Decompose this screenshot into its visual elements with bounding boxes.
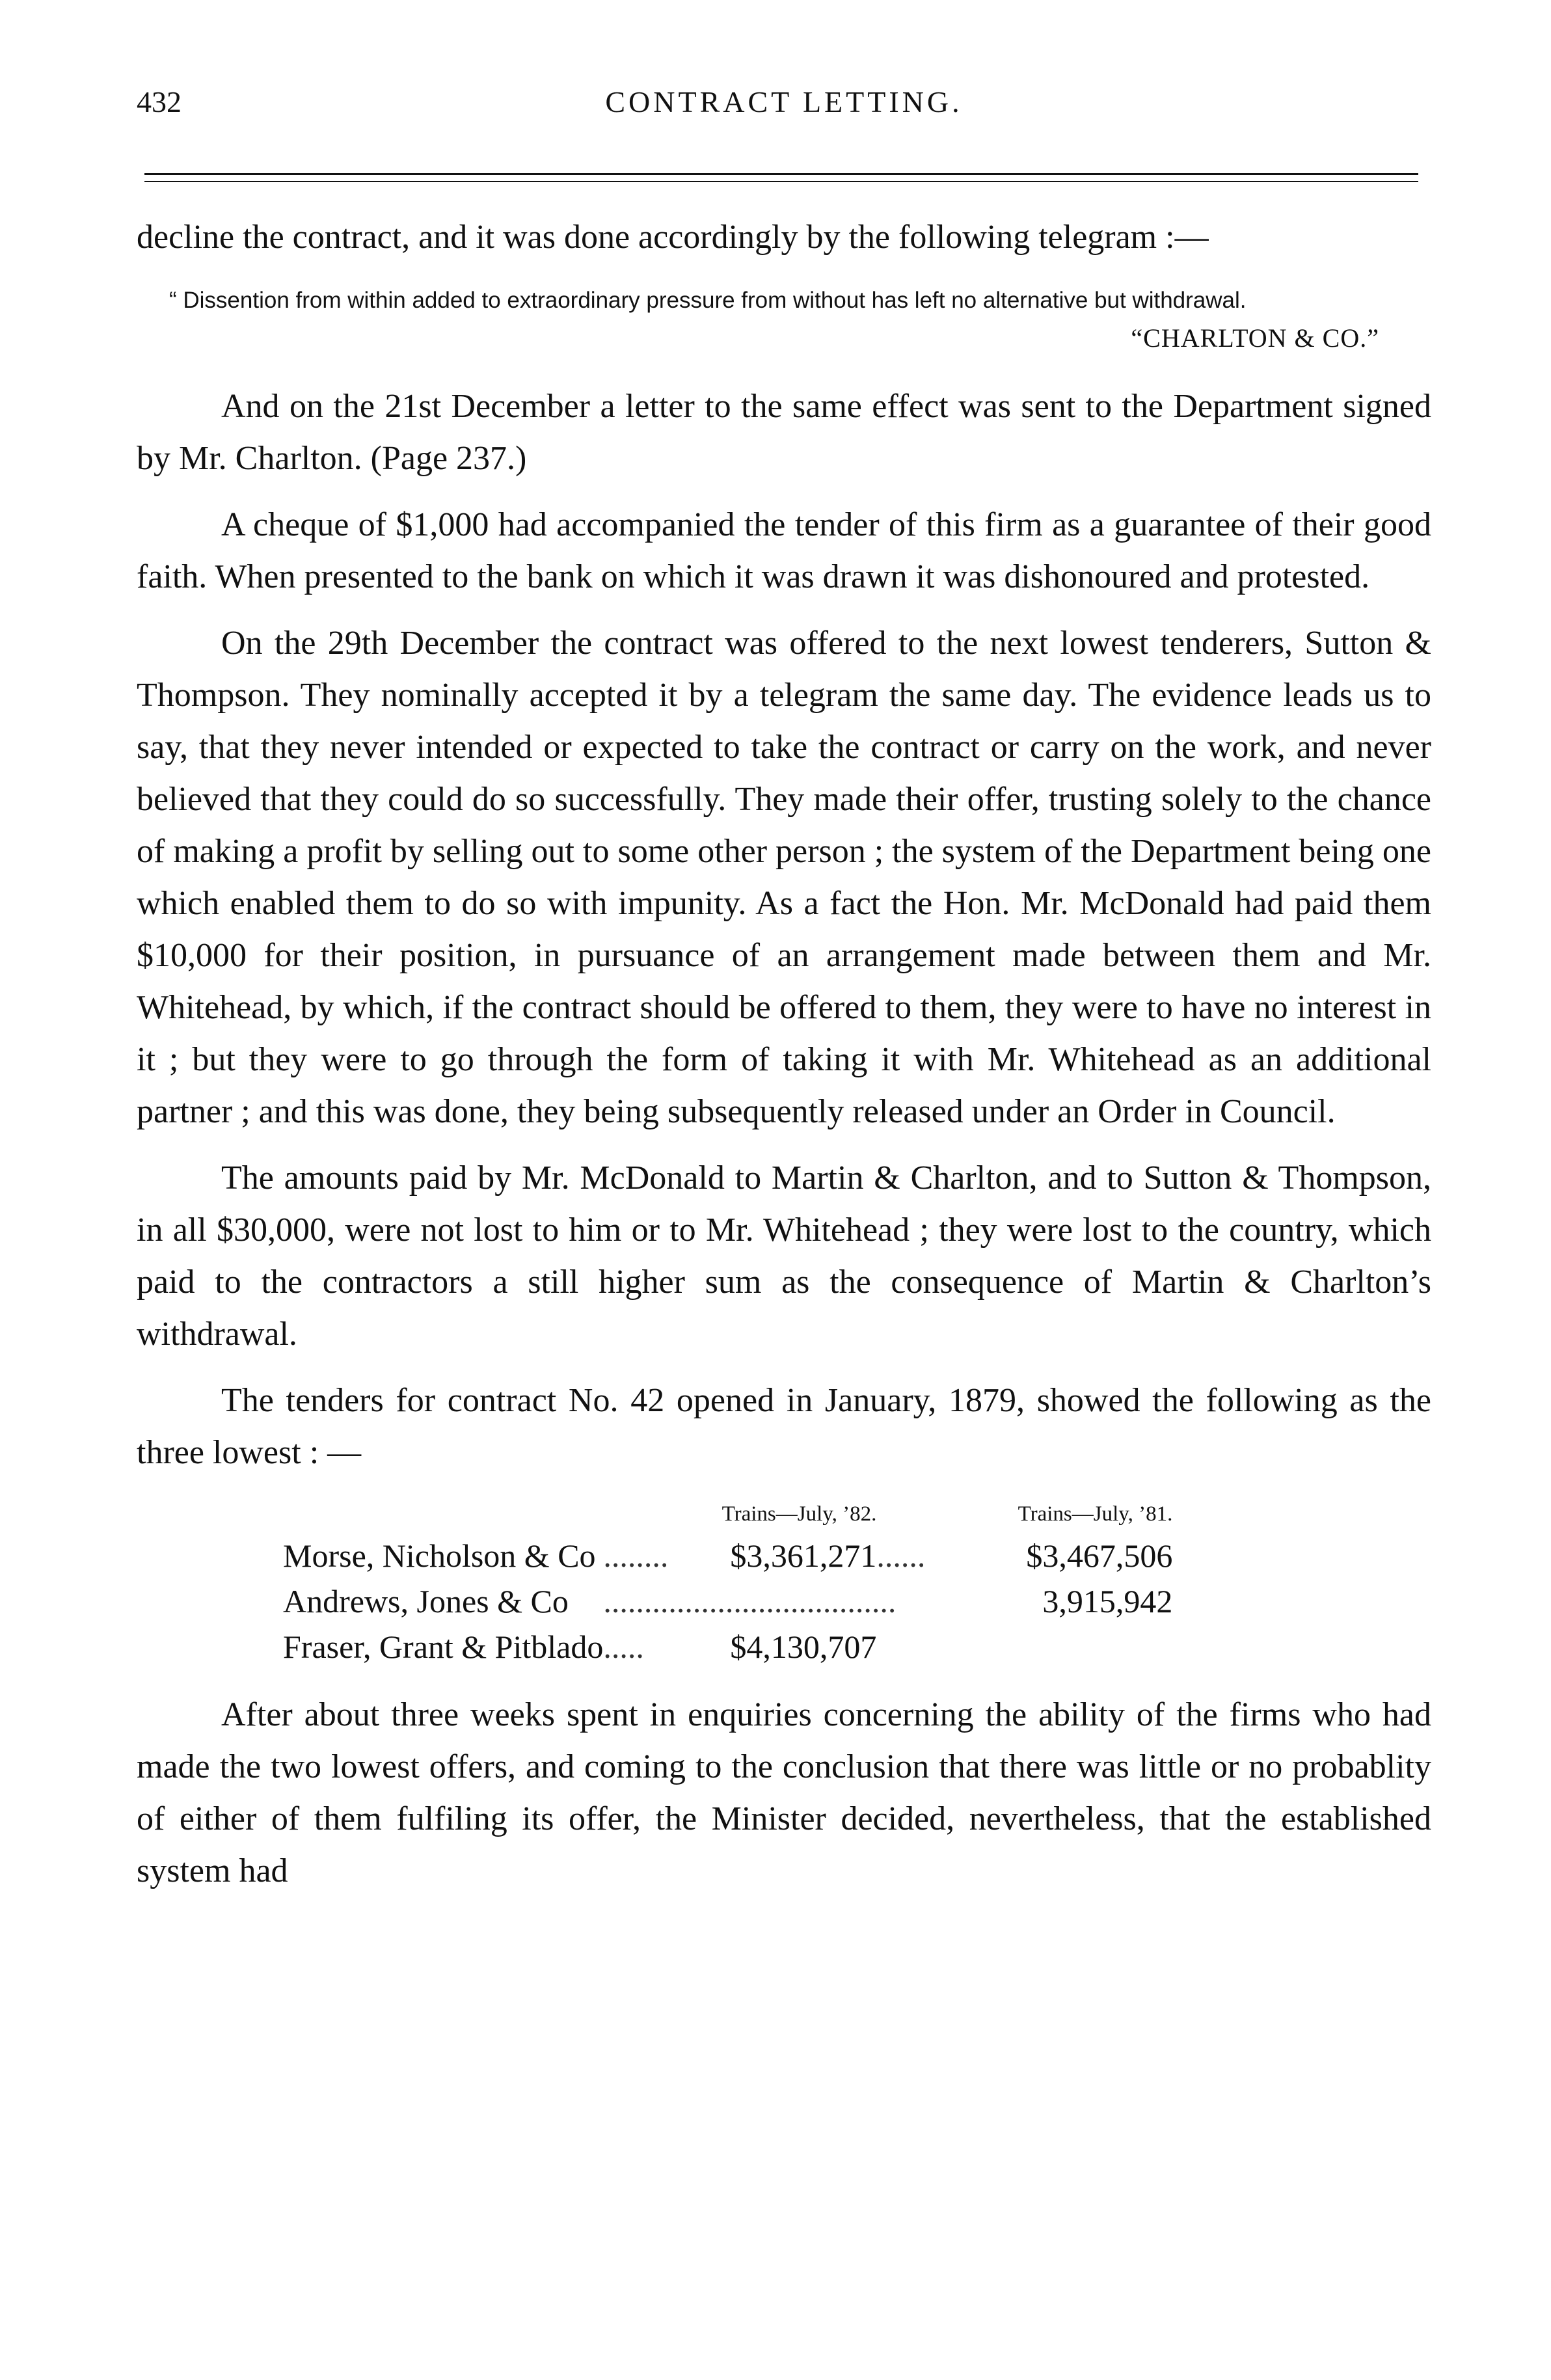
paragraph-letter: And on the 21st December a letter to the same effect was sent to the Department signed by Mr. Charlton. (Page 237.) (137, 388, 1431, 477)
paragraph-after-enquiries: After about three weeks spent in enquiries concerning the ability of the firms who had made the two lowest offers, and coming to the conclusion that there was little or no probablity of either of them fulfiling its offer, the Minister decided, nevertheless, that the established system had (137, 1696, 1431, 1889)
firm-name: Andrews, Jones & Co (283, 1583, 569, 1619)
amount-82: $3,361,271 (730, 1537, 877, 1574)
firm-name: Fraser, Grant & Pitblado (283, 1629, 604, 1665)
paragraph-tenders-intro: The tenders for contract No. 42 opened in January, 1879, showed the following as the three lowest : — (137, 1382, 1431, 1471)
paragraph-cheque: A cheque of $1,000 had accompanied the tender of this firm as a guarantee of their good faith. When presented to the bank on which it was drawn it was dishonoured and protested. (137, 506, 1431, 595)
header-rule-bottom (144, 181, 1418, 182)
dot-leader: ........ (603, 1537, 669, 1574)
paragraph-continuation: decline the contract, and it was done accordingly by the following telegram :— (137, 219, 1209, 256)
telegram-quote: “ Dissention from within added to extraordinary pressure from without has left no alternative but withdrawal. (169, 288, 1247, 313)
table-header-row (283, 1502, 1172, 1533)
paragraph-amounts: The amounts paid by Mr. McDonald to Martin & Charlton, and to Sutton & Thompson, in all $30,000, were not lost to him or to Mr. Whitehead ; they were lost to the country, which paid to the contractors a still higher sum as the consequence of Martin & Charlton’s withdrawal. (137, 1159, 1431, 1353)
dot-leader: ..... (603, 1629, 644, 1665)
dot-leader: ...... (876, 1537, 926, 1574)
column-header-81: Trains—July, ’81. (1018, 1502, 1173, 1526)
amount-82: $4,130,707 (730, 1629, 877, 1665)
telegram-signature: “CHARLTON & CO.” (1131, 323, 1379, 353)
amount-81: 3,915,942 (1042, 1583, 1173, 1619)
dot-leader: .................................... (603, 1583, 897, 1619)
page-body (137, 211, 1431, 1897)
paragraph-sutton-thompson: On the 29th December the contract was offered to the next lowest tenderers, Sutton & Thompson. They nominally accepted it by a telegram the same day. The evidence leads us to say, that they never intended or expected to take the contract or carry on the work, and never believed that they could do so successfully. They made their offer, trusting solely to the chance of making a profit by selling out to some other person ; the system of the Department being one which enabled them to do so with impunity. As a fact the Hon. Mr. McDonald had paid them $10,000 for their position, in pursuance of an arrangement made between them and Mr. Whitehead, by which, if the contract should be offered to them, they were to have no interest in it ; but they were to go through the form of taking it with Mr. Whitehead as an additional partner ; and this was done, they being subsequently released under an Order in Council. (137, 625, 1432, 1130)
firm-name: Morse, Nicholson & Co (283, 1537, 596, 1574)
column-header-82: Trains—July, ’82. (722, 1502, 877, 1526)
table-row (283, 1533, 1172, 1578)
page-number: 432 (137, 85, 182, 118)
header-rule-top (144, 173, 1418, 175)
table-row (283, 1624, 1172, 1670)
table-row (283, 1578, 1172, 1624)
tenders-table (283, 1502, 1172, 1670)
running-head: CONTRACT LETTING. (605, 85, 963, 118)
amount-81: $3,467,506 (1026, 1537, 1173, 1574)
page-header (137, 85, 1431, 137)
